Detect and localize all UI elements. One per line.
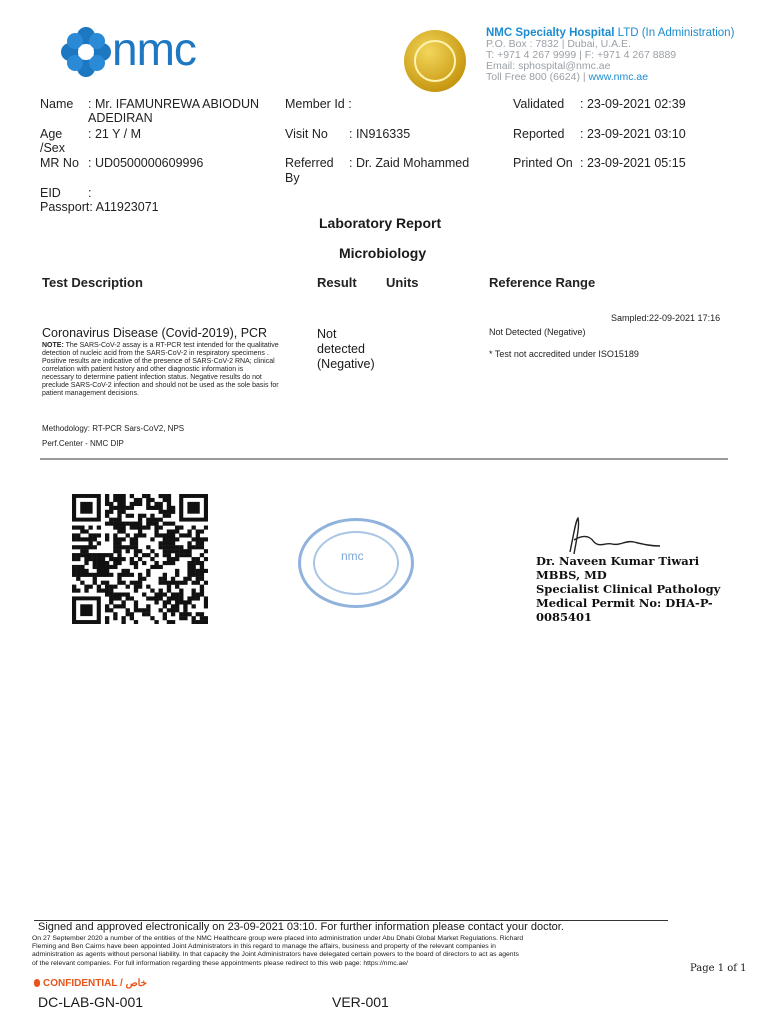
col-units: Units [386,275,419,290]
qr-code-icon [72,494,208,624]
note-label: NOTE: [42,342,64,349]
passport-value: Passport: A11923071 [40,200,159,214]
stamp-text: nmc [341,549,364,563]
hospital-contact-block [486,28,734,83]
document-version: VER-001 [332,994,389,1010]
hospital-website-link[interactable]: www.nmc.ae [588,71,649,83]
eid-label: EID [40,186,61,200]
printed-value: : 23-09-2021 05:15 [580,156,686,170]
administration-notice: On 27 September 2020 a number of the entities of the NMC Healthcare group were placed into administration under Abu Dhabi Global Market Regulations. Richard Fleming and Ben Cairns have been appointed Joint Administrators in this regard to manage the affairs, business and property of the relevant companies in administration as agents without personal liability. In that capacity the Joint Administrators have delegated certain powers to the board of directors to act as agents of the relevant companies. For full information regarding these appointments please redirect to this web page: https://nmc.ae/ [32,935,524,967]
signatory-permit: Medical Permit No: DHA-P-0085401 [536,596,713,624]
hospital-phone: T: +971 4 267 9999 | F: +971 4 267 8889 [486,49,677,61]
report-title: Laboratory Report [319,215,442,231]
col-reference-range: Reference Range [489,275,596,290]
test-name: Coronavirus Disease (Covid-2019), PCR [42,326,268,340]
reported-label: Reported [513,127,565,141]
validated-value: : 23-09-2021 02:39 [580,97,686,111]
confidential-icon [34,979,40,987]
sampled-time: Sampled:22-09-2021 17:16 [611,313,721,323]
referred-value: : Dr. Zaid Mohammed [349,156,470,170]
name-label: Name [40,97,74,111]
validated-label: Validated [513,97,565,111]
department-title: Microbiology [339,245,427,261]
hospital-name: NMC Specialty Hospital LTD (In Administration) [486,27,735,39]
col-result: Result [317,275,357,290]
referred-label-cont: By [285,171,300,185]
hospital-toll-free: Toll Free 800 (6624) | www.nmc.ae [486,71,649,83]
hospital-email: Email: sphospital@nmc.ae [486,60,611,72]
printed-label: Printed On [513,156,573,170]
document-code: DC-LAB-GN-001 [38,994,144,1010]
referred-label: Referred [285,156,334,170]
age-label: Age [40,127,63,141]
age-value: : 21 Y / M [88,127,142,141]
page-number: Page 1 of 1 [690,963,747,974]
divider [40,458,728,460]
signatory-name: Dr. Naveen Kumar Tiwari [536,554,700,568]
hospital-po-box: P.O. Box : 7832 | Dubai, U.A.E. [486,38,631,50]
sex-label: /Sex [40,141,66,155]
signatory-degree: MBBS, MD [536,568,607,582]
col-test-description: Test Description [42,275,143,290]
perf-center: Perf.Center - NMC DIP [42,439,124,448]
signed-statement: Signed and approved electronically on 23-09-2021 03:10. For further information please contact your doctor. [38,921,564,933]
name-value-cont: ADEDIRAN [88,111,153,125]
test-note: NOTE: The SARS-CoV-2 assay is a RT-PCR test intended for the qualitative detection of nucleic acid from the SARS-CoV-2 in respiratory specimens . Positive results are indicative of the presence of SARS-CoV-2 RNA; clinical correlation with patient history and other diagnostic information is necessary to determine patient infection status. Negative results do not preclude SARS-CoV-2 infection and should not be used as the sole basis for patient management decisions. [42,342,279,397]
methodology: Methodology: RT-PCR Sars-CoV2, NPS [42,424,185,433]
nmc-logo-icon [60,26,112,78]
logo-wordmark: nmc [112,23,196,75]
member-id-label: Member Id : [285,97,352,111]
confidential-label: CONFIDENTIAL / خاص [34,978,147,989]
reported-value: : 23-09-2021 03:10 [580,127,686,141]
test-result: Not detected (Negative) [317,327,375,371]
accreditation-note: * Test not accredited under ISO15189 [489,349,639,359]
signatory-title: Specialist Clinical Pathology [536,582,721,596]
mrno-label: MR No [40,156,79,170]
eid-value: : [88,186,92,200]
reference-value: Not Detected (Negative) [489,327,586,337]
accreditation-seal-icon [404,30,466,92]
mrno-value: : UD0500000609996 [88,156,204,170]
hospital-stamp-icon [298,518,414,608]
visit-label: Visit No [285,127,328,141]
name-value: : Mr. IFAMUNREWA ABIODUN [88,97,260,111]
visit-value: : IN916335 [349,127,411,141]
